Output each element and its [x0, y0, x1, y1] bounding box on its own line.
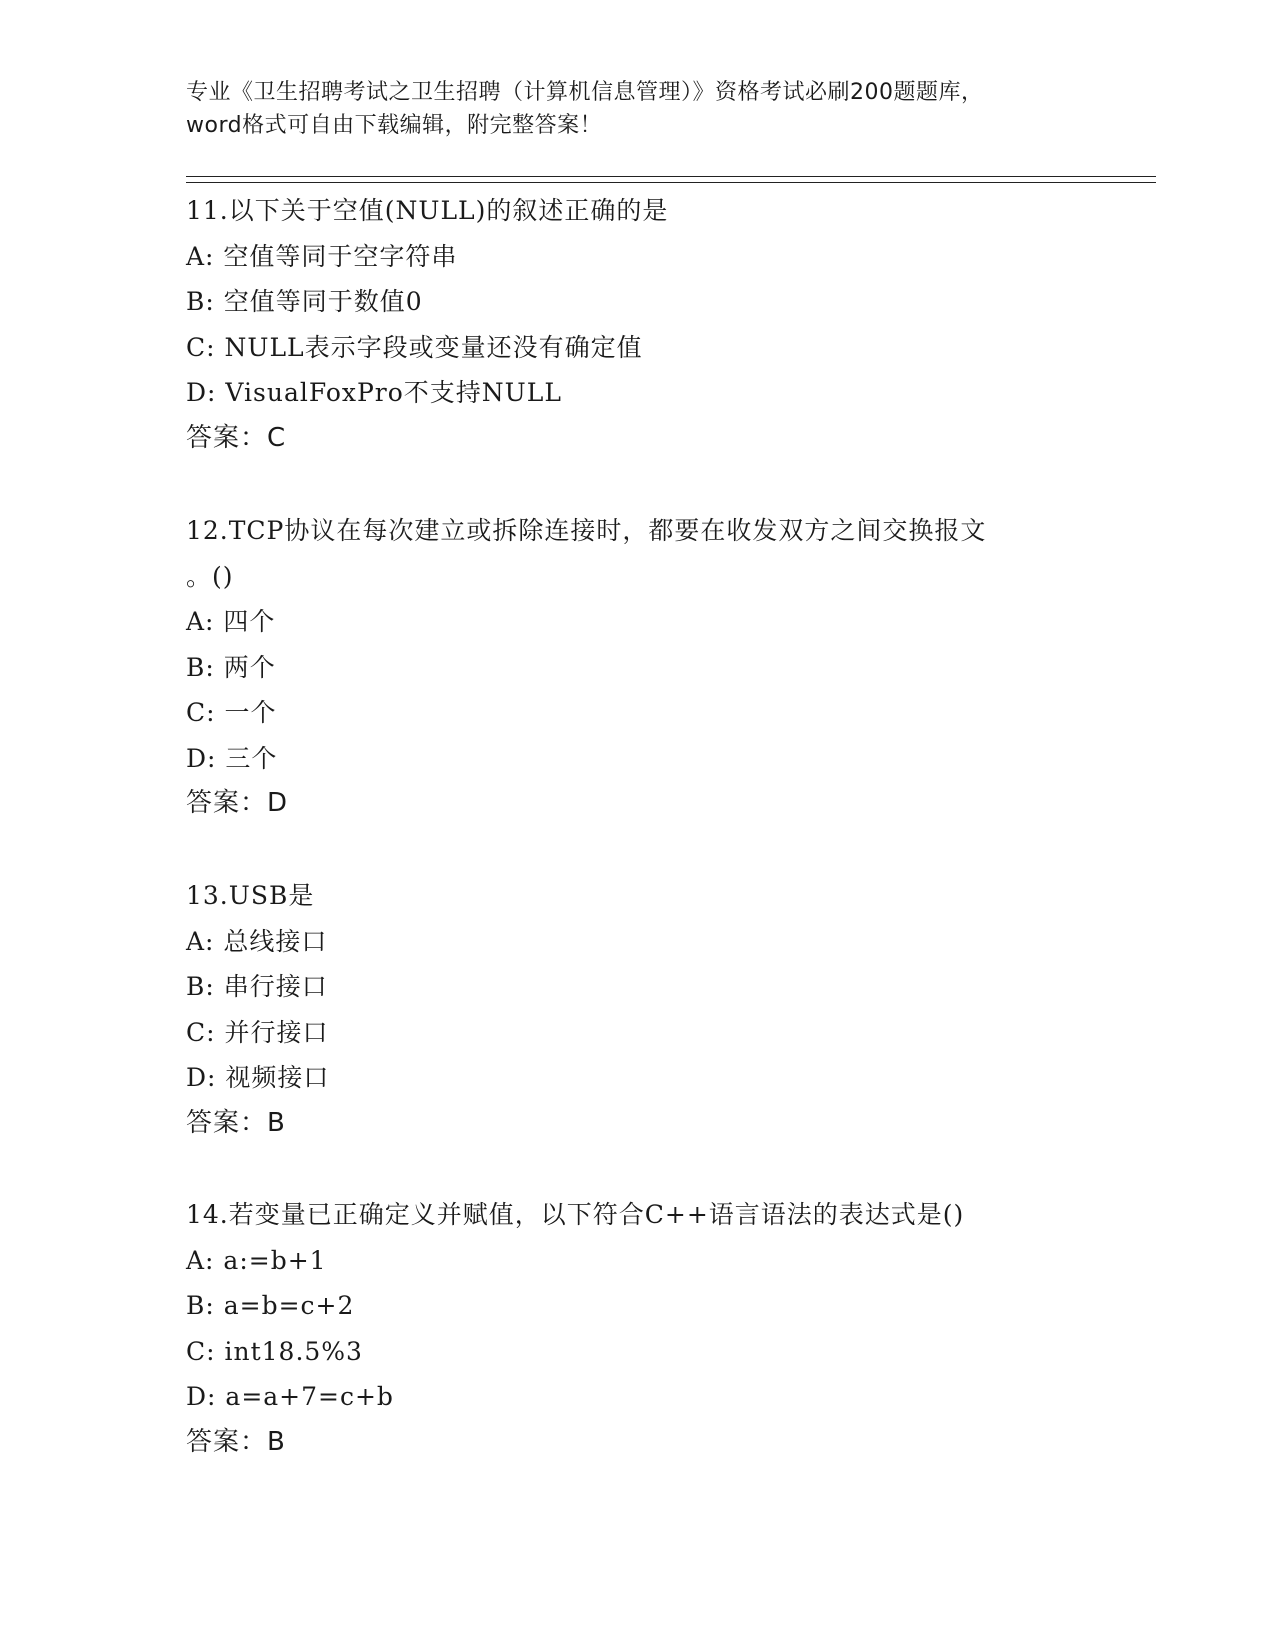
- header-divider-top: [186, 176, 1156, 177]
- option-d: D: VisualFoxPro不支持NULL: [186, 378, 562, 407]
- question-stem-continued: 。(): [186, 561, 234, 591]
- question-stem: 11.以下关于空值(NULL)的叙述正确的是: [186, 196, 669, 225]
- option-b: B: 两个: [186, 652, 276, 682]
- question-11: [186, 188, 1086, 461]
- answer-label: 答案：B: [186, 1107, 286, 1138]
- option-b: B: 空值等同于数值0: [186, 287, 423, 316]
- option-a: A: 四个: [186, 607, 276, 636]
- header-line-1: 专业《卫生招聘考试之卫生招聘（计算机信息管理）》资格考试必刷200题题库，: [186, 80, 984, 105]
- option-c: C: 并行接口: [186, 1017, 329, 1047]
- answer-label: 答案：D: [186, 788, 289, 818]
- option-a: A: 空值等同于空字符串: [186, 241, 458, 271]
- option-d: D: 三个: [186, 743, 278, 773]
- question-13: [186, 873, 1086, 1146]
- question-12: [186, 508, 1086, 827]
- header-line-2: word格式可自由下载编辑，附完整答案！: [186, 113, 603, 138]
- option-c: C: 一个: [186, 698, 277, 727]
- option-d: D: a=a+7=c+b: [186, 1382, 394, 1411]
- question-stem: 14.若变量已正确定义并赋值，以下符合C++语言语法的表达式是(): [186, 1200, 965, 1229]
- question-stem: 13.USB是: [186, 881, 315, 910]
- option-b: B: a=b=c+2: [186, 1291, 355, 1320]
- answer-label: 答案：B: [186, 1426, 286, 1457]
- question-14: [186, 1192, 1086, 1465]
- question-stem: 12.TCP协议在每次建立或拆除连接时，都要在收发双方之间交换报文: [186, 516, 987, 545]
- document-header: [186, 76, 1086, 142]
- option-a: A: a:=b+1: [186, 1245, 327, 1275]
- option-c: C: int18.5%3: [186, 1336, 363, 1366]
- header-divider-bottom: [186, 182, 1156, 183]
- answer-label: 答案：C: [186, 422, 287, 453]
- option-b: B: 串行接口: [186, 972, 328, 1001]
- option-c: C: NULL表示字段或变量还没有确定值: [186, 332, 643, 362]
- option-a: A: 总线接口: [186, 926, 328, 956]
- option-d: D: 视频接口: [186, 1063, 330, 1092]
